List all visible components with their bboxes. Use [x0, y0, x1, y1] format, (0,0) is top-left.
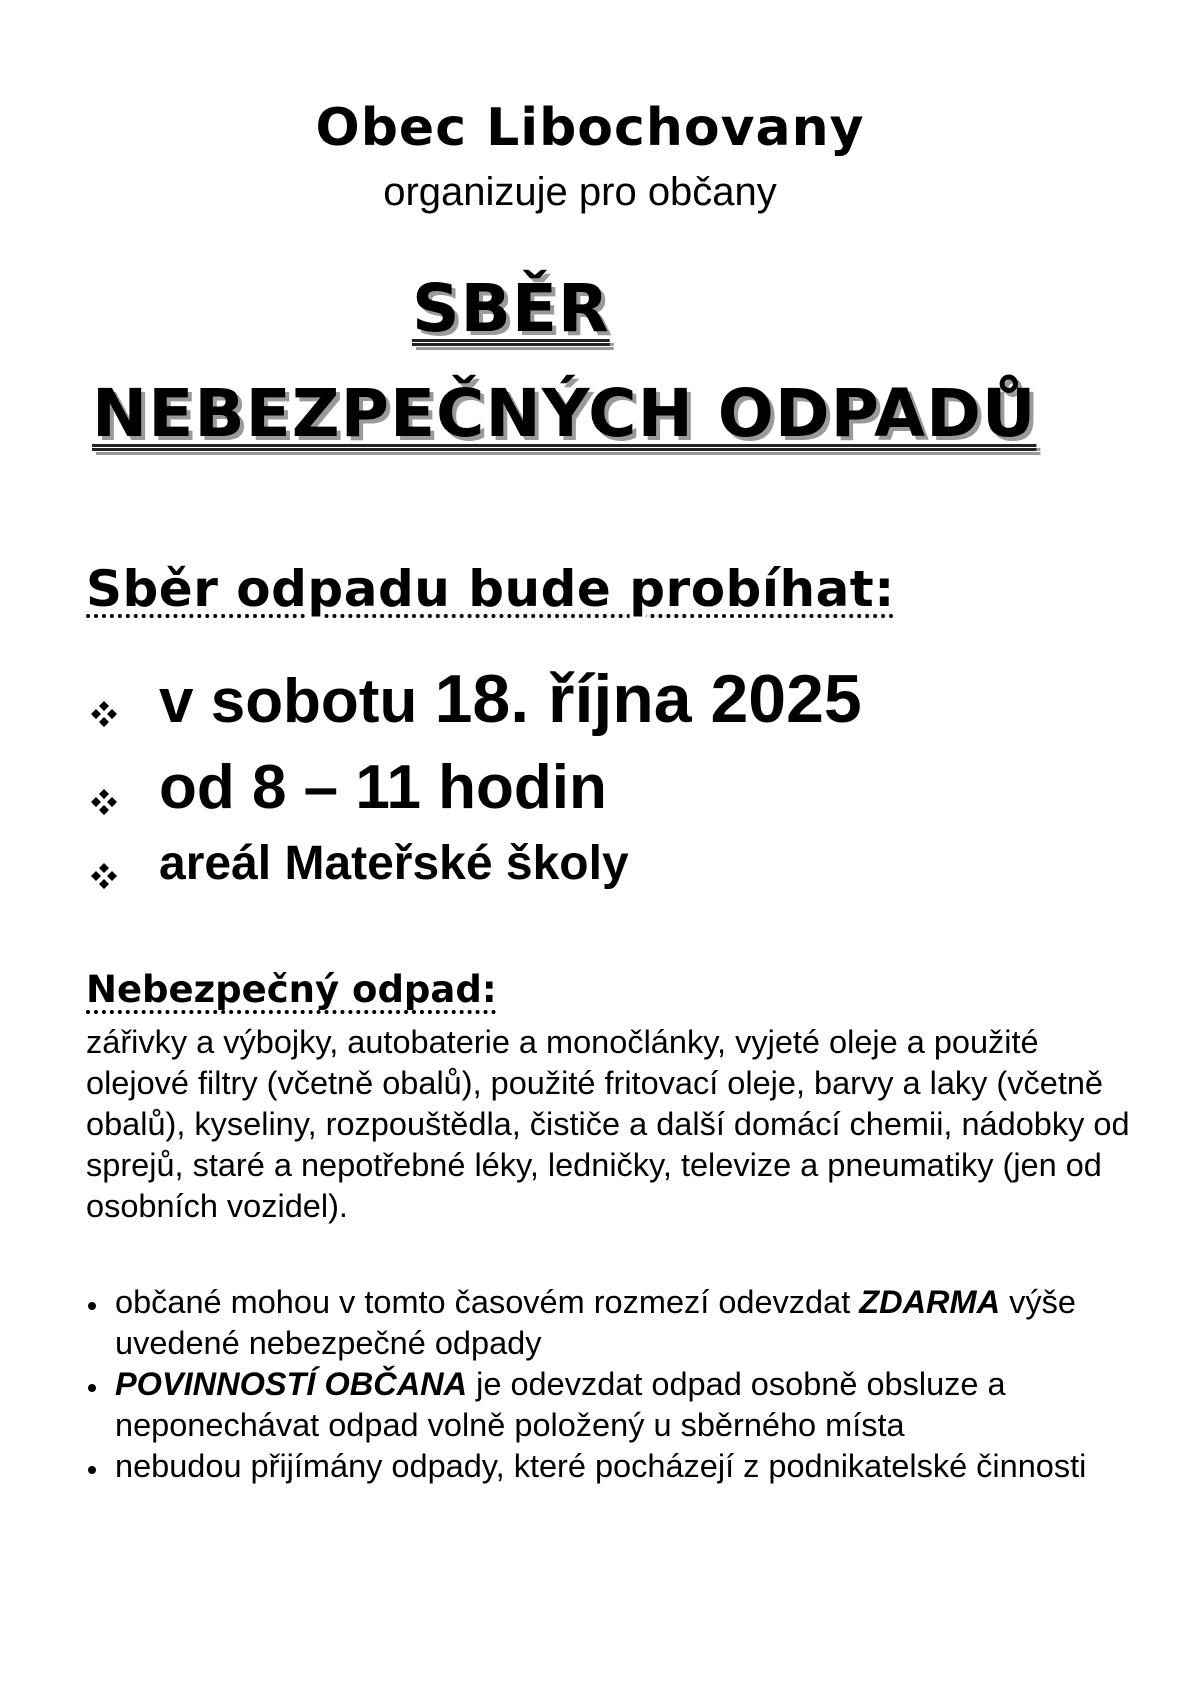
note-emphasis: POVINNOSTÍ OBČANA — [115, 1366, 468, 1402]
organization-name: Obec Libochovany — [315, 98, 865, 158]
note-item — [86, 1446, 1156, 1487]
note-text: je odevzdat odpad osobně obsluze a neponechávat odpad volně položený u sběrného místa — [115, 1366, 1006, 1443]
date-value: 18. října 2025 — [434, 661, 862, 737]
schedule-heading: Sběr odpadu bude probíhat: — [86, 560, 895, 618]
notes-list — [86, 1282, 1156, 1487]
hazardous-waste-heading: Nebezpečný odpad: — [86, 968, 497, 1011]
note-text: občané mohou v tomto časovém rozmezí odevzdat — [115, 1284, 860, 1320]
bullet-dot-icon — [88, 1302, 96, 1310]
note-emphasis: ZDARMA — [859, 1284, 1001, 1320]
organization-subtitle: organizuje pro občany — [383, 170, 777, 214]
location-value: areál Mateřské školy — [159, 837, 629, 890]
diamond-cluster-icon — [90, 700, 118, 728]
schedule-item-location — [86, 836, 862, 906]
diamond-cluster-icon — [90, 862, 118, 890]
note-text: výše uvedené nebezpečné odpady — [115, 1284, 1076, 1361]
note-item — [86, 1364, 1156, 1446]
bullet-dot-icon — [88, 1384, 96, 1392]
poster-title-line-1: SBĚR — [412, 270, 610, 347]
hazardous-waste-description: zářivky a výbojky, autobaterie a monočlánky, vyjeté oleje a použité olejové filtry (včetně obalů), použité fritovací oleje, barvy a laky (včetně obalů), kyseliny, rozpouštědla, čističe a další domácí chemii, nádobky od sprejů, staré a nepotřebné léky, ledničky, televize a pneumatiky (jen od osobních vozidel). — [86, 1024, 1130, 1224]
schedule-item-time — [86, 752, 862, 832]
date-prefix: v sobotu — [159, 667, 435, 736]
note-text: nebudou přijímány odpady, které pocházejí z podnikatelské činnosti — [115, 1448, 1087, 1484]
bullet-dot-icon — [88, 1466, 96, 1474]
poster-title-line-2: NEBEZPEČNÝCH ODPADŮ — [92, 375, 1037, 452]
schedule-item-date — [86, 660, 862, 750]
schedule-list — [86, 660, 862, 906]
note-item — [86, 1282, 1156, 1364]
time-value: od 8 – 11 hodin — [159, 753, 607, 822]
diamond-cluster-icon — [90, 788, 118, 816]
